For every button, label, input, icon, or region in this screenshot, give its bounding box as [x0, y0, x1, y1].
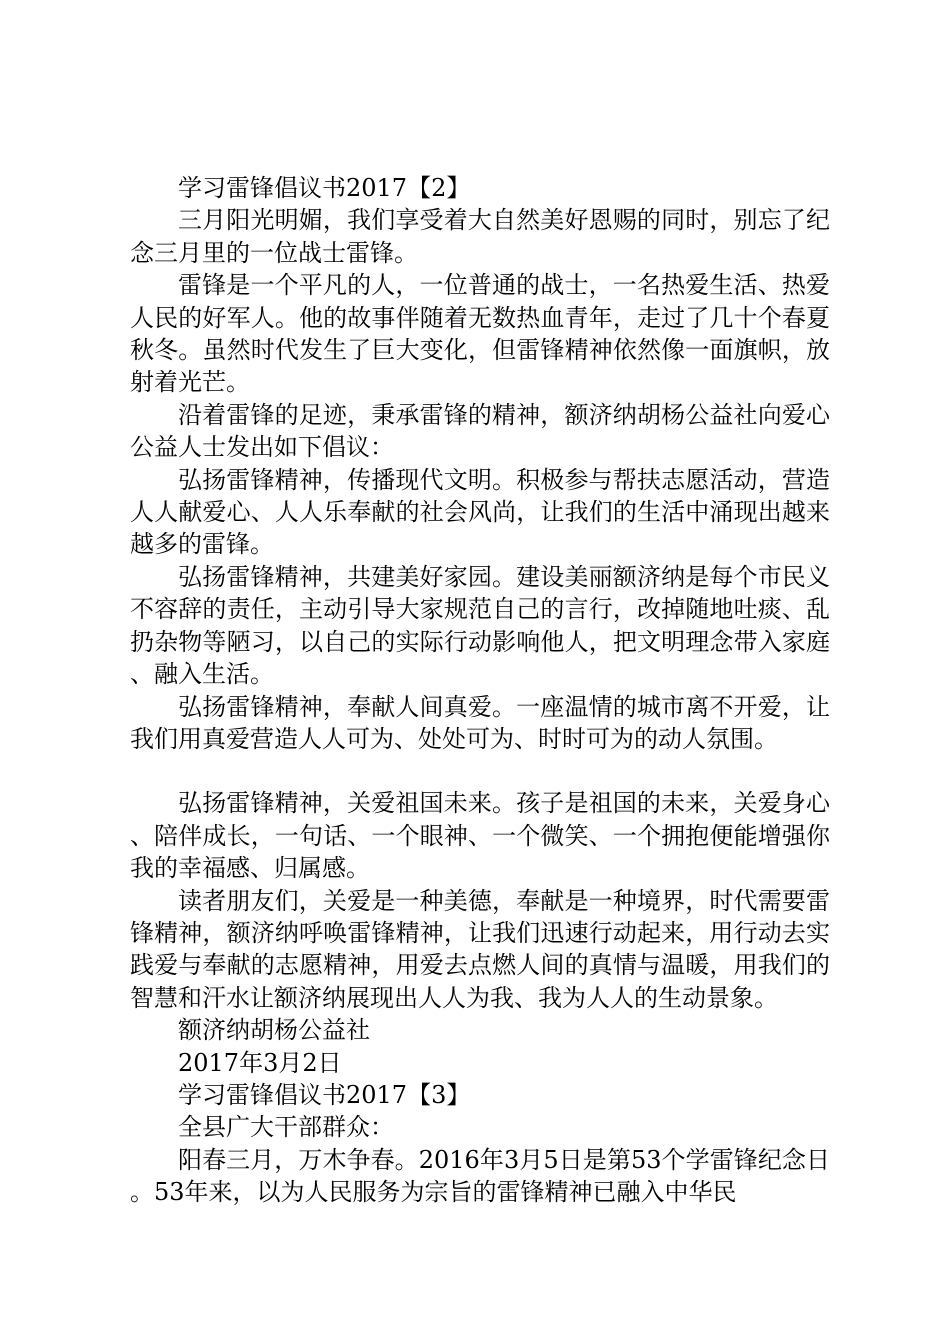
paragraph: 弘扬雷锋精神，关爱祖国未来。孩子是祖国的未来，关爱身心、陪伴成长，一句话、一个眼神、一个微笑、一个拥抱便能增强你我的幸福感、归属感。: [130, 789, 830, 883]
paragraph: 弘扬雷锋精神，奉献人间真爱。一座温情的城市离不开爱，让我们用真爱营造人人可为、处处可为、时时可为的动人氛围。: [130, 692, 830, 753]
paragraph: 读者朋友们，关爱是一种美德，奉献是一种境界，时代需要雷锋精神，额济纳呼唤雷锋精神，让我们迅速行动起来，用行动去实践爱与奉献的志愿精神，用爱去点燃人间的真情与温暖，用我们的智慧和汗水让额济纳展现出人人为我、我为人人的生动景象。: [130, 886, 830, 1012]
section-title-2: 学习雷锋倡议书2017【2】: [178, 174, 471, 202]
paragraph: 弘扬雷锋精神，共建美好家园。建设美丽额济纳是每个市民义不容辞的责任，主动引导大家规范自己的言行，改掉随地吐痰、乱扔杂物等陋习，以自己的实际行动影响他人，把文明理念带入家庭、融入生活。: [130, 562, 830, 689]
document-body: [130, 172, 830, 1209]
paragraph: 弘扬雷锋精神，传播现代文明。积极参与帮扶志愿活动，营造人人献爱心、人人乐奉献的社会风尚，让我们的生活中涌现出越来越多的雷锋。: [130, 465, 830, 559]
salutation: 全县广大干部群众：: [178, 1113, 394, 1142]
paragraph: 沿着雷锋的足迹，秉承雷锋的精神，额济纳胡杨公益社向爱心公益人士发出如下倡议：: [130, 400, 830, 462]
paragraph: 雷锋是一个平凡的人，一位普通的战士，一名热爱生活、热爱人民的好军人。他的故事伴随着无数热血青年，走过了几十个春夏秋冬。虽然时代发生了巨大变化，但雷锋精神依然像一面旗帜，放射着光芒。: [130, 271, 830, 397]
section-title-3: 学习雷锋倡议书2017【3】: [178, 1080, 471, 1109]
paragraph: 三月阳光明媚，我们享受着大自然美好恩赐的同时，别忘了纪念三月里的一位战士雷锋。: [130, 206, 830, 267]
paragraph: 阳春三月，万木争春。2016年3月5日是第53个学雷锋纪念日。53年来，以为人民服务为宗旨的雷锋精神已融入中华民: [130, 1145, 830, 1207]
signature-organization: 额济纳胡杨公益社: [178, 1016, 370, 1045]
signature-date: 2017年3月2日: [178, 1048, 342, 1077]
blank-line: [130, 755, 830, 787]
